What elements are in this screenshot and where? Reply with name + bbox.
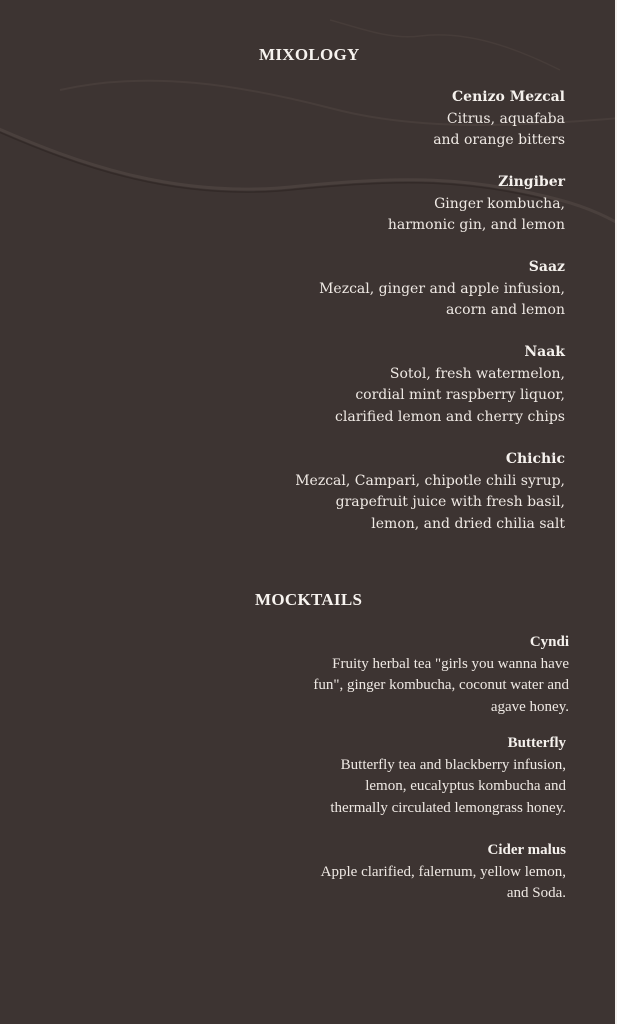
item-description-line: acorn and lemon xyxy=(445,302,565,318)
item-description-line: Mezcal, Campari, chipotle chili syrup, xyxy=(295,472,565,489)
item-description-line: Apple clarified, falernum, yellow lemon, xyxy=(320,863,566,880)
menu-item-zingiber xyxy=(388,172,565,237)
item-name: Saaz xyxy=(528,259,565,275)
item-name: Chichic xyxy=(505,451,565,467)
item-description-line: lemon, eucalyptus kombucha and xyxy=(365,778,566,794)
menu-item-cider-malus xyxy=(321,840,566,905)
section-title-mixology: MIXOLOGY xyxy=(259,45,360,64)
menu-item-cyndi xyxy=(313,632,569,718)
item-description-line: Mezcal, ginger and apple infusion, xyxy=(319,280,565,297)
item-description-line: agave honey. xyxy=(490,698,569,715)
menu-item-chichic xyxy=(295,449,565,535)
item-description-line: thermally circulated lemongrass honey. xyxy=(330,799,566,816)
section-title-mocktails: MOCKTAILS xyxy=(255,590,363,609)
item-description-line: lemon, and dried chilia salt xyxy=(371,515,565,532)
item-description-line: Citrus, aquafaba xyxy=(446,110,565,127)
item-description-line: and Soda. xyxy=(506,885,566,901)
item-description-line: cordial mint raspberry liquor, xyxy=(355,387,565,403)
menu-item-cenizo-mezcal xyxy=(433,87,565,152)
menu-item-saaz xyxy=(319,257,565,322)
item-name: Zingiber xyxy=(498,174,565,190)
item-name: Cyndi xyxy=(529,634,569,650)
item-description-line: grapefruit juice with fresh basil, xyxy=(335,494,565,510)
item-description-line: harmonic gin, and lemon xyxy=(387,217,565,233)
item-name: Naak xyxy=(524,344,565,360)
item-description-line: Butterfly tea and blackberry infusion, xyxy=(340,756,566,773)
item-description-line: Sotol, fresh watermelon, xyxy=(389,365,565,382)
item-description-line: and orange bitters xyxy=(433,132,565,148)
menu-item-butterfly xyxy=(330,733,566,819)
item-name: Butterfly xyxy=(507,735,566,751)
item-description-line: Ginger kombucha, xyxy=(434,195,565,212)
item-name: Cider malus xyxy=(487,842,566,858)
item-description-line: clarified lemon and cherry chips xyxy=(335,408,565,425)
item-description-line: Fruity herbal tea "girls you wanna have xyxy=(332,655,569,672)
item-name: Cenizo Mezcal xyxy=(452,89,565,105)
item-description-line: fun", ginger kombucha, coconut water and xyxy=(313,677,569,693)
menu-item-naak xyxy=(335,342,565,428)
